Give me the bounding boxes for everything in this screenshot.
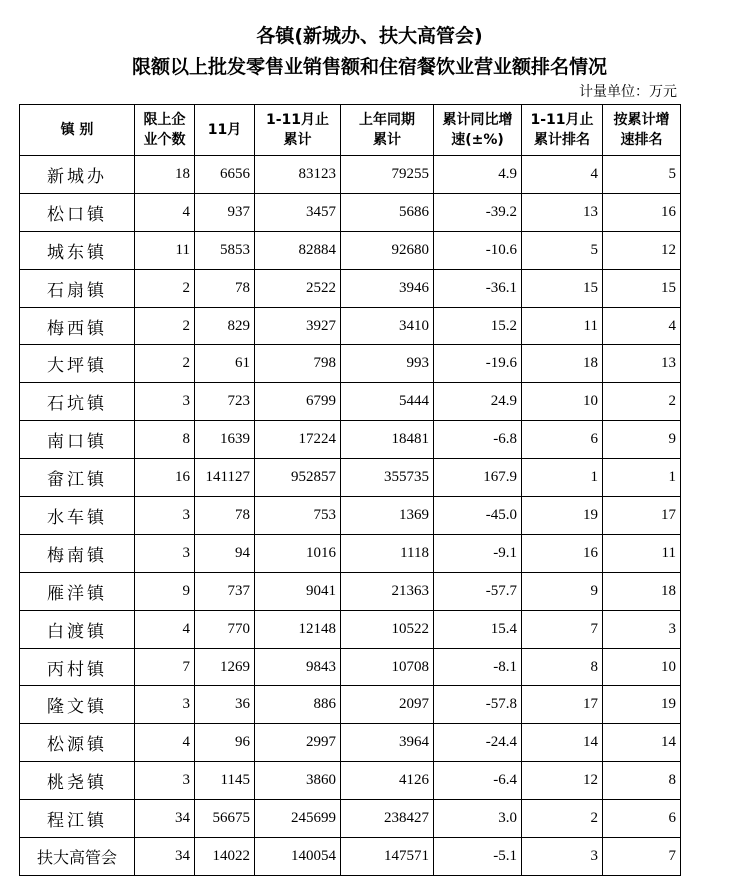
cell-nov: 78: [195, 497, 255, 535]
cell-town: 畲江镇: [20, 459, 135, 497]
cell-enterprises: 7: [135, 648, 195, 686]
table-row: [20, 269, 681, 307]
cell-cum-rank: 14: [522, 724, 603, 762]
cell-growth-rank: 2: [603, 383, 681, 421]
header-growth: 累计同比增速(±%): [434, 105, 522, 156]
cell-enterprises: 18: [135, 156, 195, 194]
cell-last-year: 3946: [341, 269, 434, 307]
cell-growth: 24.9: [434, 383, 522, 421]
cell-cumulative: 9041: [255, 572, 341, 610]
cell-cumulative: 140054: [255, 838, 341, 876]
cell-cumulative: 2997: [255, 724, 341, 762]
table-row: [20, 800, 681, 838]
cell-town: 石扇镇: [20, 269, 135, 307]
cell-enterprises: 2: [135, 307, 195, 345]
cell-enterprises: 2: [135, 269, 195, 307]
cell-growth: -57.8: [434, 686, 522, 724]
cell-enterprises: 2: [135, 345, 195, 383]
cell-nov: 829: [195, 307, 255, 345]
cell-growth: 4.9: [434, 156, 522, 194]
cell-nov: 78: [195, 269, 255, 307]
cell-growth: 3.0: [434, 800, 522, 838]
cell-last-year: 21363: [341, 572, 434, 610]
cell-growth: 15.2: [434, 307, 522, 345]
cell-growth: -9.1: [434, 534, 522, 572]
cell-growth-rank: 18: [603, 572, 681, 610]
cell-cumulative: 6799: [255, 383, 341, 421]
cell-cumulative: 3860: [255, 762, 341, 800]
cell-enterprises: 4: [135, 724, 195, 762]
header-cum-rank: 1-11月止累计排名: [522, 105, 603, 156]
cell-last-year: 4126: [341, 762, 434, 800]
cell-cumulative: 886: [255, 686, 341, 724]
cell-growth: -10.6: [434, 231, 522, 269]
table-row: [20, 383, 681, 421]
cell-cumulative: 3457: [255, 193, 341, 231]
cell-growth: -6.4: [434, 762, 522, 800]
cell-last-year: 3964: [341, 724, 434, 762]
table-row: [20, 648, 681, 686]
table-row: [20, 534, 681, 572]
cell-cumulative: 9843: [255, 648, 341, 686]
cell-growth-rank: 12: [603, 231, 681, 269]
cell-growth-rank: 3: [603, 610, 681, 648]
cell-last-year: 3410: [341, 307, 434, 345]
header-cumulative: 1-11月止累计: [255, 105, 341, 156]
table-row: [20, 156, 681, 194]
cell-growth-rank: 19: [603, 686, 681, 724]
cell-enterprises: 34: [135, 838, 195, 876]
cell-growth-rank: 11: [603, 534, 681, 572]
cell-enterprises: 16: [135, 459, 195, 497]
cell-cumulative: 17224: [255, 421, 341, 459]
cell-nov: 1145: [195, 762, 255, 800]
table-row: [20, 459, 681, 497]
cell-growth: 167.9: [434, 459, 522, 497]
cell-town: 城东镇: [20, 231, 135, 269]
cell-town: 雁洋镇: [20, 572, 135, 610]
cell-cum-rank: 16: [522, 534, 603, 572]
cell-last-year: 10708: [341, 648, 434, 686]
table-body: [20, 156, 681, 876]
cell-town: 松口镇: [20, 193, 135, 231]
cell-enterprises: 4: [135, 610, 195, 648]
table-header-row: [20, 105, 681, 156]
cell-cum-rank: 3: [522, 838, 603, 876]
header-town: 镇 别: [20, 105, 135, 156]
table-row: [20, 307, 681, 345]
table-row: [20, 610, 681, 648]
cell-town: 松源镇: [20, 724, 135, 762]
table-row: [20, 838, 681, 876]
cell-last-year: 355735: [341, 459, 434, 497]
cell-nov: 14022: [195, 838, 255, 876]
cell-cum-rank: 13: [522, 193, 603, 231]
cell-town: 扶大高管会: [20, 838, 135, 876]
header-enterprises: 限上企业个数: [135, 105, 195, 156]
cell-town: 丙村镇: [20, 648, 135, 686]
cell-cum-rank: 7: [522, 610, 603, 648]
cell-cumulative: 82884: [255, 231, 341, 269]
cell-growth-rank: 14: [603, 724, 681, 762]
ranking-table: [19, 104, 681, 876]
cell-town: 大坪镇: [20, 345, 135, 383]
cell-growth-rank: 7: [603, 838, 681, 876]
cell-cum-rank: 2: [522, 800, 603, 838]
cell-growth-rank: 10: [603, 648, 681, 686]
cell-last-year: 92680: [341, 231, 434, 269]
cell-growth-rank: 1: [603, 459, 681, 497]
cell-cum-rank: 15: [522, 269, 603, 307]
cell-enterprises: 3: [135, 497, 195, 535]
cell-growth: -45.0: [434, 497, 522, 535]
cell-cum-rank: 19: [522, 497, 603, 535]
unit-label: 计量单位：万元: [579, 84, 677, 100]
cell-enterprises: 11: [135, 231, 195, 269]
cell-last-year: 1118: [341, 534, 434, 572]
table-row: [20, 686, 681, 724]
cell-growth-rank: 6: [603, 800, 681, 838]
cell-growth-rank: 9: [603, 421, 681, 459]
cell-nov: 770: [195, 610, 255, 648]
cell-growth-rank: 13: [603, 345, 681, 383]
cell-nov: 96: [195, 724, 255, 762]
cell-town: 南口镇: [20, 421, 135, 459]
cell-enterprises: 9: [135, 572, 195, 610]
cell-growth: -5.1: [434, 838, 522, 876]
cell-last-year: 5686: [341, 193, 434, 231]
header-growth-rank: 按累计增速排名: [603, 105, 681, 156]
cell-growth-rank: 5: [603, 156, 681, 194]
table-row: [20, 762, 681, 800]
cell-cum-rank: 10: [522, 383, 603, 421]
cell-last-year: 10522: [341, 610, 434, 648]
cell-growth-rank: 16: [603, 193, 681, 231]
cell-cum-rank: 1: [522, 459, 603, 497]
cell-growth-rank: 17: [603, 497, 681, 535]
table-row: [20, 421, 681, 459]
table-row: [20, 345, 681, 383]
cell-cum-rank: 18: [522, 345, 603, 383]
cell-enterprises: 3: [135, 534, 195, 572]
table-row: [20, 497, 681, 535]
cell-last-year: 5444: [341, 383, 434, 421]
report-title-line2: 限额以上批发零售业销售额和住宿餐饮业营业额排名情况: [131, 56, 607, 78]
cell-nov: 6656: [195, 156, 255, 194]
cell-growth: -6.8: [434, 421, 522, 459]
cell-enterprises: 8: [135, 421, 195, 459]
cell-last-year: 1369: [341, 497, 434, 535]
cell-nov: 737: [195, 572, 255, 610]
cell-nov: 1639: [195, 421, 255, 459]
cell-nov: 937: [195, 193, 255, 231]
cell-cumulative: 798: [255, 345, 341, 383]
cell-growth: 15.4: [434, 610, 522, 648]
cell-cumulative: 12148: [255, 610, 341, 648]
cell-town: 梅南镇: [20, 534, 135, 572]
cell-cumulative: 753: [255, 497, 341, 535]
cell-nov: 723: [195, 383, 255, 421]
cell-growth-rank: 8: [603, 762, 681, 800]
cell-enterprises: 3: [135, 762, 195, 800]
cell-town: 水车镇: [20, 497, 135, 535]
cell-last-year: 147571: [341, 838, 434, 876]
cell-growth: -36.1: [434, 269, 522, 307]
cell-town: 桃尧镇: [20, 762, 135, 800]
cell-nov: 56675: [195, 800, 255, 838]
cell-nov: 61: [195, 345, 255, 383]
cell-nov: 36: [195, 686, 255, 724]
report-title-line1: 各镇(新城办、扶大高管会): [256, 25, 483, 47]
cell-growth: -57.7: [434, 572, 522, 610]
cell-cum-rank: 4: [522, 156, 603, 194]
cell-last-year: 993: [341, 345, 434, 383]
header-last-year: 上年同期累计: [341, 105, 434, 156]
cell-growth: -8.1: [434, 648, 522, 686]
cell-enterprises: 3: [135, 383, 195, 421]
cell-cum-rank: 9: [522, 572, 603, 610]
cell-nov: 5853: [195, 231, 255, 269]
cell-cum-rank: 17: [522, 686, 603, 724]
cell-town: 梅西镇: [20, 307, 135, 345]
cell-cumulative: 3927: [255, 307, 341, 345]
cell-cumulative: 2522: [255, 269, 341, 307]
cell-town: 石坑镇: [20, 383, 135, 421]
cell-cum-rank: 6: [522, 421, 603, 459]
table-row: [20, 231, 681, 269]
table-row: [20, 193, 681, 231]
cell-growth-rank: 4: [603, 307, 681, 345]
cell-growth-rank: 15: [603, 269, 681, 307]
cell-nov: 94: [195, 534, 255, 572]
cell-growth: -39.2: [434, 193, 522, 231]
cell-town: 隆文镇: [20, 686, 135, 724]
cell-cum-rank: 11: [522, 307, 603, 345]
cell-cumulative: 245699: [255, 800, 341, 838]
cell-cum-rank: 12: [522, 762, 603, 800]
cell-enterprises: 4: [135, 193, 195, 231]
cell-cumulative: 83123: [255, 156, 341, 194]
cell-cumulative: 952857: [255, 459, 341, 497]
cell-last-year: 18481: [341, 421, 434, 459]
cell-enterprises: 34: [135, 800, 195, 838]
cell-cum-rank: 8: [522, 648, 603, 686]
table-row: [20, 724, 681, 762]
cell-town: 白渡镇: [20, 610, 135, 648]
cell-town: 新城办: [20, 156, 135, 194]
table-row: [20, 572, 681, 610]
cell-enterprises: 3: [135, 686, 195, 724]
cell-nov: 1269: [195, 648, 255, 686]
header-nov: 11月: [195, 105, 255, 156]
cell-cumulative: 1016: [255, 534, 341, 572]
cell-last-year: 2097: [341, 686, 434, 724]
cell-last-year: 79255: [341, 156, 434, 194]
cell-nov: 141127: [195, 459, 255, 497]
cell-last-year: 238427: [341, 800, 434, 838]
cell-growth: -19.6: [434, 345, 522, 383]
cell-town: 程江镇: [20, 800, 135, 838]
cell-growth: -24.4: [434, 724, 522, 762]
cell-cum-rank: 5: [522, 231, 603, 269]
